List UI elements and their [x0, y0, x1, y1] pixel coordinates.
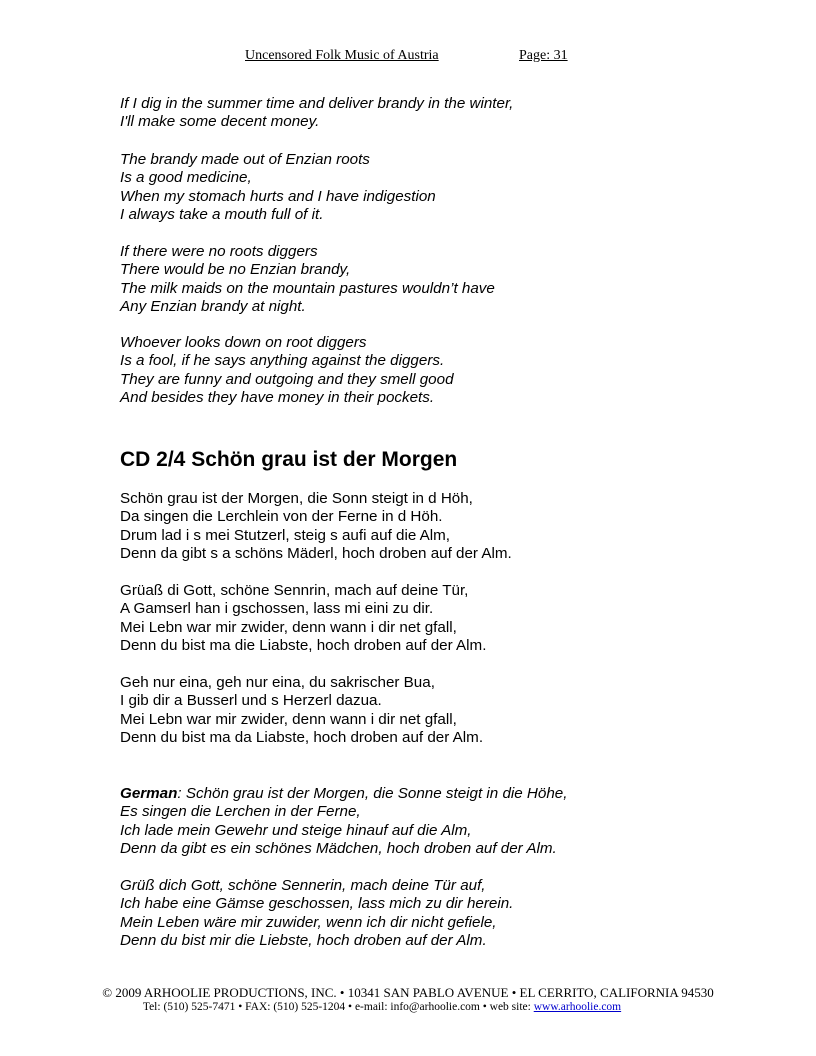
lyric-line: They are funny and outgoing and they smell good [120, 370, 454, 388]
lyric-line: Is a fool, if he says anything against the diggers. [120, 352, 445, 370]
english-stanza [120, 243, 495, 316]
lyric-line: Ich habe eine Gämse geschossen, lass mich zu dir herein. [120, 895, 514, 913]
german-stanza-1 [120, 785, 567, 858]
lyric-line: And besides they have money in their pockets. [120, 388, 435, 406]
lyric-line: Mei Lebn war mir zwider, denn wann i dir net gfall, [120, 710, 457, 728]
dialect-stanza [120, 674, 483, 747]
section-title: CD 2/4 Schön grau ist der Morgen [120, 448, 458, 471]
lyric-line: Grüß dich Gott, schöne Sennerin, mach deine Tür auf, [120, 877, 486, 894]
lyric-line: Mein Leben wäre mir zuwider, wenn ich dir nicht gefiele, [120, 913, 497, 931]
german-label: German [120, 785, 178, 802]
footer-contact: Tel: (510) 525-7471 • FAX: (510) 525-1204 • e-mail: info@arhoolie.com • web site: www.arhoolie.com [142, 1001, 622, 1013]
lyric-line: The milk maids on the mountain pastures wouldn’t have [120, 279, 495, 297]
lyric-line: Is a good medicine, [120, 169, 252, 187]
lyric-line: The brandy made out of Enzian roots [120, 151, 370, 168]
dialect-stanza [120, 582, 486, 655]
lyric-line: Denn du bist mir die Liebste, hoch droben auf der Alm. [120, 931, 487, 949]
lyric-line: Any Enzian brandy at night. [120, 297, 306, 315]
header-title: Uncensored Folk Music of Austria [245, 48, 439, 63]
english-stanza [120, 95, 513, 132]
lyric-line: When my stomach hurts and I have indigestion [120, 187, 436, 205]
lyric-line: Geh nur eina, geh nur eina, du sakrischer Bua, [120, 674, 435, 691]
lyric-line: I gib dir a Busserl und s Herzerl dazua. [120, 692, 382, 710]
lyric-line: Denn du bist ma die Liabste, hoch droben auf der Alm. [120, 636, 487, 654]
lyric-line: Whoever looks down on root diggers [120, 334, 367, 351]
dialect-stanza [120, 490, 512, 563]
english-stanza [120, 151, 436, 224]
page-number: Page: 31 [519, 48, 568, 63]
lyric-line: Grüaß di Gott, schöne Sennrin, mach auf deine Tür, [120, 582, 469, 599]
lyric-line: There would be no Enzian brandy, [120, 261, 351, 279]
german-first-line: : Schön grau ist der Morgen, die Sonne steigt in die Höhe, [177, 785, 568, 802]
lyric-line: Ich lade mein Gewehr und steige hinauf auf die Alm, [120, 821, 472, 839]
lyric-line: Mei Lebn war mir zwider, denn wann i dir net gfall, [120, 618, 457, 636]
german-stanza-2 [120, 877, 513, 950]
lyric-line: Es singen die Lerchen in der Ferne, [120, 803, 361, 821]
website-link[interactable]: www.arhoolie.com [533, 1001, 622, 1013]
lyric-line: Denn da gibt es ein schönes Mädchen, hoch droben auf der Alm. [120, 839, 557, 857]
lyric-line: I'll make some decent money. [120, 113, 320, 131]
lyric-line: Denn du bist ma da Liabste, hoch droben auf der Alm. [120, 728, 484, 746]
lyric-line: I always take a mouth full of it. [120, 205, 324, 223]
lyric-line: Schön grau ist der Morgen, die Sonn steigt in d Höh, [120, 490, 473, 507]
lyric-line: Da singen die Lerchlein von der Ferne in d Höh. [120, 508, 443, 526]
lyric-line: A Gamserl han i gschossen, lass mi eini zu dir. [120, 600, 434, 618]
lyric-line: Drum lad i s mei Stutzerl, steig s aufi auf die Alm, [120, 526, 451, 544]
lyric-line: If there were no roots diggers [120, 243, 318, 260]
lyric-line: Denn da gibt s a schöns Mäderl, hoch droben auf der Alm. [120, 544, 512, 562]
english-stanza [120, 334, 454, 407]
footer-copyright: © 2009 ARHOOLIE PRODUCTIONS, INC. • 10341 SAN PABLO AVENUE • EL CERRITO, CALIFORNIA 94530 [102, 985, 714, 1000]
lyric-line: If I dig in the summer time and deliver brandy in the winter, [120, 95, 514, 112]
